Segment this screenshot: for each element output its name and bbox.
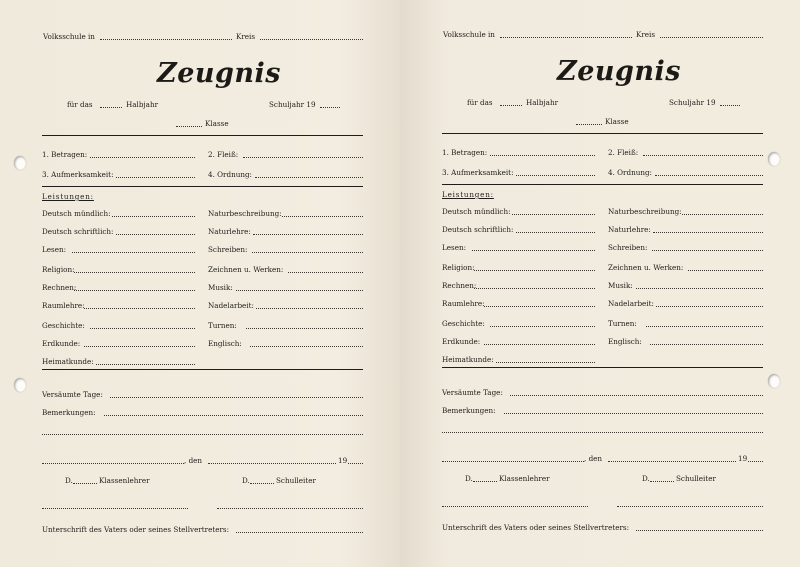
year-label: 19 (338, 456, 348, 465)
principal-sign-field[interactable] (217, 508, 363, 509)
missed-days-label: Versäumte Tage: (442, 388, 503, 397)
place-field[interactable] (42, 463, 184, 464)
subject-grade-field[interactable] (246, 328, 363, 329)
remarks-field[interactable] (42, 434, 363, 435)
subject-label: Turnen: (208, 321, 237, 330)
class-teacher-label: Klassenlehrer (99, 476, 150, 485)
class-teacher-sign-field[interactable] (42, 508, 188, 509)
subject-label: Englisch: (208, 339, 242, 348)
punch-hole (768, 374, 780, 388)
subject-grade-field[interactable] (484, 306, 595, 307)
subject-grade-field[interactable] (652, 250, 763, 251)
d-label: D. (465, 474, 473, 483)
diligence-label: 2. Fleiß: (208, 150, 239, 159)
class-field[interactable] (576, 124, 602, 125)
subject-label: Rechnen: (442, 281, 477, 290)
subject-grade-field[interactable] (474, 270, 595, 271)
subject-grade-field[interactable] (252, 252, 363, 253)
subject-label: Geschichte: (442, 319, 485, 328)
subject-grade-field[interactable] (250, 346, 363, 347)
subject-label: Schreiben: (608, 243, 648, 252)
subject-label: Erdkunde: (42, 339, 81, 348)
remarks-field[interactable] (104, 415, 363, 416)
school-year-label: Schuljahr 19 (269, 100, 316, 109)
attention-field[interactable] (516, 175, 595, 176)
school-label: Volksschule in (43, 32, 95, 41)
diligence-label: 2. Fleiß: (608, 148, 639, 157)
attention-label: 3. Aufmerksamkeit: (442, 168, 514, 177)
subject-grade-field[interactable] (472, 250, 595, 251)
remarks-field[interactable] (442, 432, 763, 433)
subject-grade-field[interactable] (236, 290, 363, 291)
subject-grade-field[interactable] (688, 270, 763, 271)
subject-label: Naturlehre: (208, 227, 251, 236)
attention-field[interactable] (116, 177, 195, 178)
subject-grade-field[interactable] (490, 326, 595, 327)
subject-grade-field[interactable] (84, 346, 195, 347)
document-title: Zeugnis (157, 58, 281, 89)
class-teacher-sign-field[interactable] (473, 481, 497, 482)
subject-label: Raumlehre: (442, 299, 485, 308)
subject-grade-field[interactable] (256, 308, 363, 309)
order-field[interactable] (655, 175, 763, 176)
principal-sign-field[interactable] (650, 481, 674, 482)
attention-label: 3. Aufmerksamkeit: (42, 170, 114, 179)
subject-label: Naturbeschreibung: (208, 209, 282, 218)
subject-grade-field[interactable] (653, 232, 763, 233)
father-signature-field[interactable] (236, 532, 363, 533)
class-label: Klasse (205, 119, 229, 128)
subject-label: Musik: (208, 283, 233, 292)
school-year-label: Schuljahr 19 (669, 98, 716, 107)
principal-label: Schulleiter (276, 476, 316, 485)
subject-grade-field[interactable] (282, 216, 363, 217)
half-year-label: Halbjahr (126, 100, 159, 109)
d-label: D. (65, 476, 73, 485)
punch-hole (768, 152, 780, 166)
district-label: Kreis (636, 30, 656, 39)
subject-grade-field[interactable] (288, 272, 363, 273)
remarks-label: Bemerkungen: (442, 406, 496, 415)
subject-grade-field[interactable] (253, 234, 363, 235)
subject-grade-field[interactable] (112, 216, 195, 217)
subject-label: Rechnen: (42, 283, 77, 292)
order-field[interactable] (255, 177, 363, 178)
d-label: D. (642, 474, 650, 483)
subject-grade-field[interactable] (96, 364, 195, 365)
achievements-heading: Leistungen: (42, 192, 94, 201)
conduct-field[interactable] (490, 155, 595, 156)
subject-label: Schreiben: (208, 245, 248, 254)
school-label: Volksschule in (443, 30, 495, 39)
father-signature-label: Unterschrift des Vaters oder seines Stellvertreters: (442, 523, 630, 532)
class-field[interactable] (176, 126, 202, 127)
header-divider (42, 135, 363, 136)
subject-label: Heimatkunde: (442, 355, 494, 364)
subject-label: Religion: (42, 265, 75, 274)
subjects-divider (42, 369, 363, 370)
for-the-label: für das (467, 98, 493, 107)
right-page (400, 0, 800, 567)
subject-grade-field[interactable] (512, 214, 595, 215)
achievements-heading: Leistungen: (442, 190, 494, 199)
subject-label: Religion: (442, 263, 475, 272)
conduct-label: 1. Betragen: (442, 148, 488, 157)
subject-grade-field[interactable] (656, 306, 763, 307)
father-signature-label: Unterschrift des Vaters oder seines Stellvertreters: (42, 525, 230, 534)
subject-grade-field[interactable] (496, 362, 595, 363)
subject-label: Lesen: (42, 245, 67, 254)
header-divider (442, 133, 763, 134)
subject-label: Heimatkunde: (42, 357, 94, 366)
subject-label: Erdkunde: (442, 337, 481, 346)
year-field[interactable] (748, 461, 763, 462)
subject-label: Zeichnen u. Werken: (208, 265, 284, 274)
half-year-field[interactable] (100, 107, 122, 108)
diligence-field[interactable] (243, 157, 363, 158)
half-year-label: Halbjahr (526, 98, 559, 107)
missed-days-label: Versäumte Tage: (42, 390, 103, 399)
subject-grade-field[interactable] (84, 308, 195, 309)
subject-grade-field[interactable] (682, 214, 763, 215)
den-label: , den (184, 456, 203, 465)
year-label: 19 (738, 454, 748, 463)
place-field[interactable] (442, 461, 584, 462)
district-label: Kreis (236, 32, 256, 41)
school-field[interactable] (100, 39, 232, 40)
subject-label: Deutsch mündlich: (442, 207, 511, 216)
missed-days-field[interactable] (510, 395, 763, 396)
subject-label: Musik: (608, 281, 633, 290)
class-label: Klasse (605, 117, 629, 126)
subject-grade-field[interactable] (474, 288, 595, 289)
subject-label: Nadelarbeit: (208, 301, 254, 310)
subject-grade-field[interactable] (484, 344, 595, 345)
date-field[interactable] (608, 461, 736, 462)
punch-hole (14, 378, 26, 392)
school-year-field[interactable] (720, 105, 740, 106)
subject-label: Naturbeschreibung: (608, 207, 682, 216)
subject-grade-field[interactable] (516, 232, 595, 233)
diligence-field[interactable] (643, 155, 763, 156)
year-field[interactable] (348, 463, 363, 464)
subject-grade-field[interactable] (636, 288, 763, 289)
subject-label: Nadelarbeit: (608, 299, 654, 308)
subject-label: Raumlehre: (42, 301, 85, 310)
date-field[interactable] (208, 463, 336, 464)
document-title: Zeugnis (557, 56, 681, 87)
subject-grade-field[interactable] (74, 290, 195, 291)
remarks-label: Bemerkungen: (42, 408, 96, 417)
missed-days-field[interactable] (110, 397, 363, 398)
section-divider (42, 186, 363, 187)
district-field[interactable] (260, 39, 363, 40)
class-teacher-label: Klassenlehrer (499, 474, 550, 483)
half-year-field[interactable] (500, 105, 522, 106)
subject-grade-field[interactable] (90, 328, 195, 329)
principal-sign-field[interactable] (617, 506, 763, 507)
subject-grade-field[interactable] (646, 326, 763, 327)
principal-sign-field[interactable] (250, 483, 274, 484)
order-label: 4. Ordnung: (608, 168, 652, 177)
order-label: 4. Ordnung: (208, 170, 252, 179)
subject-label: Deutsch schriftlich: (442, 225, 514, 234)
subject-label: Lesen: (442, 243, 467, 252)
remarks-field[interactable] (504, 413, 763, 414)
subject-label: Turnen: (608, 319, 637, 328)
subject-grade-field[interactable] (650, 344, 763, 345)
subject-label: Geschichte: (42, 321, 85, 330)
punch-hole (14, 156, 26, 170)
district-field[interactable] (660, 37, 763, 38)
principal-label: Schulleiter (676, 474, 716, 483)
conduct-label: 1. Betragen: (42, 150, 88, 159)
subject-label: Deutsch mündlich: (42, 209, 111, 218)
school-year-field[interactable] (320, 107, 340, 108)
subjects-divider (442, 367, 763, 368)
subject-grade-field[interactable] (74, 272, 195, 273)
section-divider (442, 184, 763, 185)
den-label: , den (584, 454, 603, 463)
subject-grade-field[interactable] (116, 234, 195, 235)
class-teacher-sign-field[interactable] (442, 506, 588, 507)
subject-label: Deutsch schriftlich: (42, 227, 114, 236)
subject-label: Naturlehre: (608, 225, 651, 234)
conduct-field[interactable] (90, 157, 195, 158)
class-teacher-sign-field[interactable] (73, 483, 97, 484)
school-field[interactable] (500, 37, 632, 38)
subject-grade-field[interactable] (72, 252, 195, 253)
father-signature-field[interactable] (636, 530, 763, 531)
subject-label: Englisch: (608, 337, 642, 346)
d-label: D. (242, 476, 250, 485)
subject-label: Zeichnen u. Werken: (608, 263, 684, 272)
for-the-label: für das (67, 100, 93, 109)
